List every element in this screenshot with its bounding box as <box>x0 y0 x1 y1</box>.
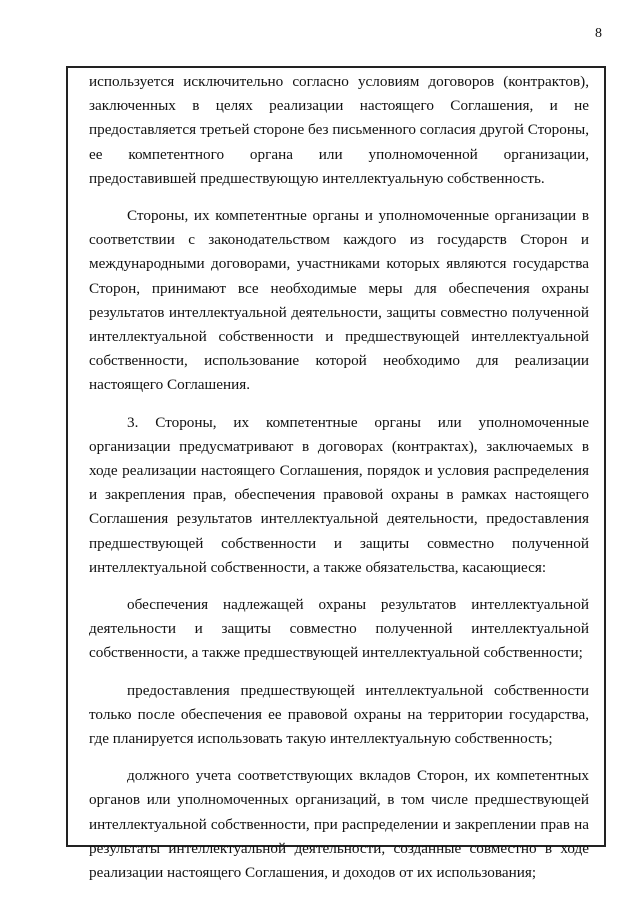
list-item-provide-background-ip: предоставления предшествующей интеллектуальной собственности только после обеспечения ее правовой охраны на территории государства, где планируется использовать такую интеллектуальную собственность; <box>89 681 589 748</box>
paragraph-continuation: используется исключительно согласно условиям договоров (контрактов), заключенных в целях реализации настоящего Соглашения, и не предоставляется третьей стороне без письменного согласия другой Стороны, ее компетентного органа или уполномоченной организации, предоставившей предшествующую интеллектуальную собственность. <box>89 73 589 187</box>
list-item-ensure-protection: обеспечения надлежащей охраны результатов интеллектуальной деятельности и защиты совместно полученной интеллектуальной собственности, а также предшествующей интеллектуальной собственности; <box>89 596 589 662</box>
paragraph-protection-measures: Стороны, их компетентные органы и уполномоченные организации в соответствии с законодательством каждого из государств Сторон и международными договорами, участниками которых являются государства Сторон, принимают все необходимые меры для обеспечения охраны результатов интеллектуальной деятельности, защиты совместно полученной интеллектуальной собственности и предшествующей интеллектуальной собственности, использование которой необходимо для реализации настоящего Соглашения. <box>89 207 589 394</box>
list-item-account-contributions: должного учета соответствующих вкладов Сторон, их компетентных органов или уполномоченных организаций, в том числе предшествующей интеллектуальной собственности, при распределении и закреплении прав на результаты интеллектуальной деятельности, созданные совместно в ходе реализации настоящего Соглашения, и доходов от их использования; <box>89 767 589 882</box>
paragraph-clause-3: 3. Стороны, их компетентные органы или уполномоченные организации предусматривают в договорах (контрактах), заключаемых в ходе реализации настоящего Соглашения, порядок и условия распределения и закрепления прав, обеспечения правовой охраны в рамках настоящего Соглашения результатов интеллектуальной деятельности, предоставления предшествующей собственности и защиты совместно полученной интеллектуальной собственности, а также обязательства, касающиеся: <box>89 413 589 576</box>
page-number: 8 <box>595 26 602 41</box>
document-body <box>89 70 589 885</box>
